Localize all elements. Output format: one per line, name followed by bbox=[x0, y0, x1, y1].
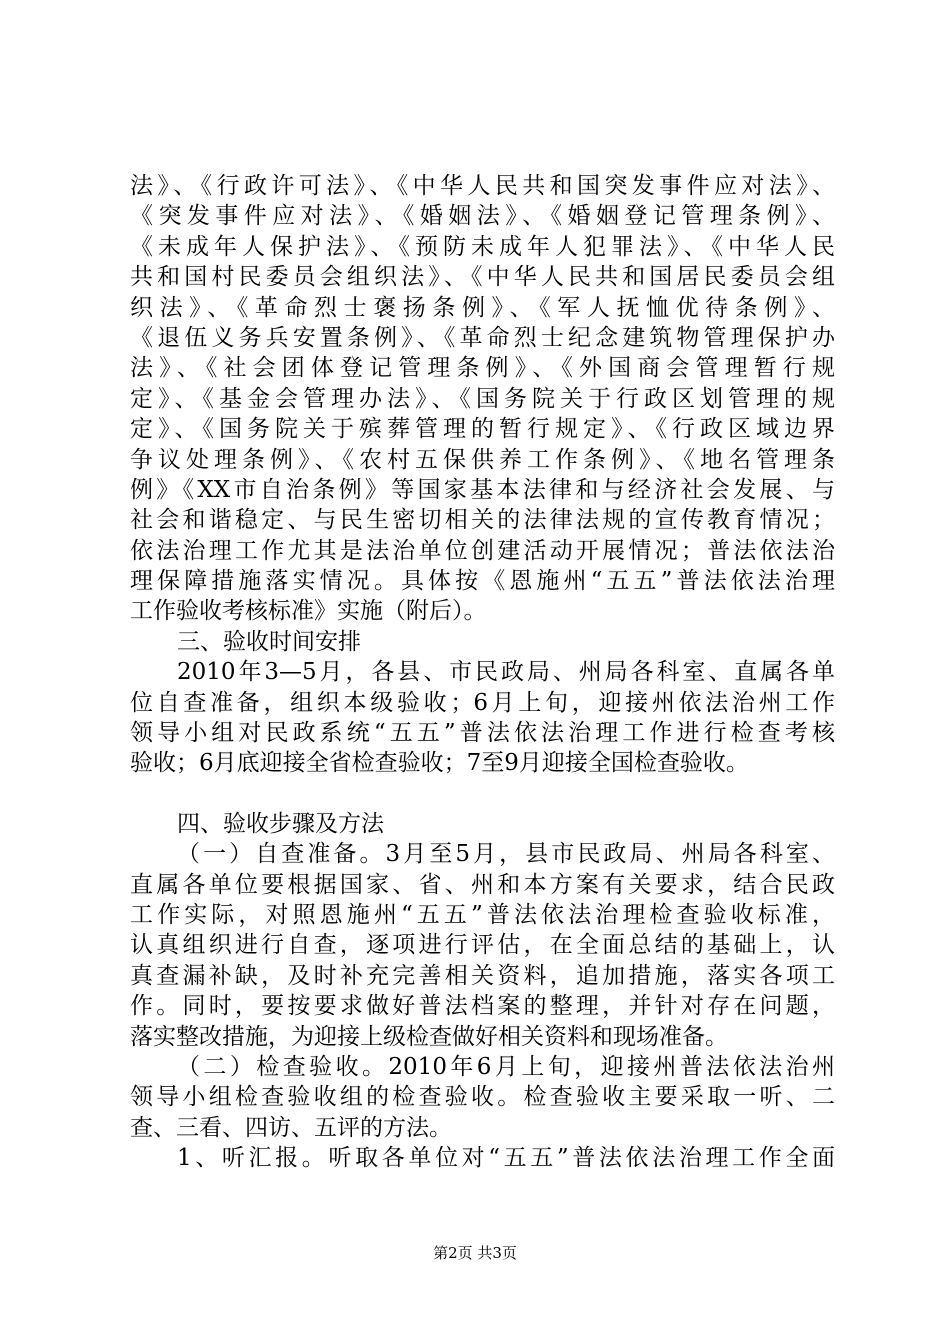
section-heading-steps: 四、验收步骤及方法 bbox=[177, 810, 384, 837]
text-line: 社会和谐稳定、与民生密切相关的法律法规的宣传教育情况； bbox=[130, 507, 835, 534]
text-line: 查、三看、四访、五评的方法。 bbox=[130, 1114, 452, 1141]
text-line: 依法治理工作尤其是法治单位创建活动开展情况；普法依法治 bbox=[130, 537, 835, 564]
text-line: 验收；6月底迎接全省检查验收；7至9月迎接全国检查验收。 bbox=[130, 750, 749, 777]
text-line: 直属各单位要根据国家、省、州和本方案有关要求，结合民政 bbox=[130, 871, 835, 898]
page-footer: 第2页 共3页 bbox=[433, 1244, 517, 1262]
text-line: 共和国村民委员会组织法》、《中华人民共和国居民委员会组 bbox=[130, 264, 835, 291]
text-line: （二）检查验收。2010年6月上旬，迎接州普法依法治州 bbox=[177, 1053, 835, 1080]
text-line: 《未成年人保护法》、《预防未成年人犯罪法》、《中华人民 bbox=[130, 233, 835, 260]
text-line: 工作验收考核标准》实施（附后）。 bbox=[130, 598, 487, 625]
text-line: 定》、《基金会管理办法》、《国务院关于行政区划管理的规 bbox=[130, 385, 835, 412]
paragraph-laws-list bbox=[130, 171, 835, 627]
text-line: 领导小组检查验收组的检查验收。检查验收主要采取一听、二 bbox=[130, 1084, 835, 1111]
text-line: 落实整改措施，为迎接上级检查做好相关资料和现场准备。 bbox=[130, 1023, 728, 1050]
paragraph-schedule bbox=[130, 657, 835, 779]
paragraph-self-check bbox=[130, 839, 835, 1052]
text-line: 作。同时，要按要求做好普法档案的整理，并针对存在问题， bbox=[130, 993, 835, 1020]
text-line: 1、听汇报。听取各单位对“五五”普法依法治理工作全面 bbox=[177, 1145, 835, 1172]
text-line: 领导小组对民政系统“五五”普法依法治理工作进行检查考核 bbox=[130, 720, 835, 747]
text-line: 例》《XX市自治条例》等国家基本法律和与经济社会发展、与 bbox=[130, 476, 835, 503]
text-line: 认真组织进行自查，逐项进行评估，在全面总结的基础上，认 bbox=[130, 932, 835, 959]
document-body bbox=[130, 171, 835, 1174]
section-heading-schedule: 三、验收时间安排 bbox=[177, 628, 361, 655]
text-line: 位自查准备，组织本级验收；6月上旬，迎接州依法治州工作 bbox=[130, 689, 835, 716]
text-line: 理保障措施落实情况。具体按《恩施州“五五”普法依法治理 bbox=[130, 568, 835, 595]
text-line: 真查漏补缺，及时补充完善相关资料，追加措施，落实各项工 bbox=[130, 962, 835, 989]
text-line: （一）自查准备。3月至5月，县市民政局、州局各科室、 bbox=[177, 841, 835, 868]
text-line: 2010年3—5月，各县、市民政局、州局各科室、直属各单 bbox=[177, 659, 835, 686]
paragraph-inspection bbox=[130, 1052, 835, 1143]
text-line: 法》、《社会团体登记管理条例》、《外国商会管理暂行规 bbox=[130, 355, 835, 382]
blank-line bbox=[130, 779, 835, 809]
text-line: 织法》、《革命烈士褒扬条例》、《军人抚恤优待条例》、 bbox=[130, 294, 835, 321]
text-line: 《突发事件应对法》、《婚姻法》、《婚姻登记管理条例》、 bbox=[130, 203, 835, 230]
text-line: 争议处理条例》、《农村五保供养工作条例》、《地名管理条 bbox=[130, 446, 835, 473]
paragraph-listen-report bbox=[130, 1143, 835, 1173]
text-line: 法》、《行政许可法》、《中华人民共和国突发事件应对法》、 bbox=[130, 173, 835, 199]
text-line: 工作实际，对照恩施州“五五”普法依法治理检查验收标准， bbox=[130, 901, 835, 928]
text-line: 《退伍义务兵安置条例》、《革命烈士纪念建筑物管理保护办 bbox=[130, 324, 835, 351]
text-line: 定》、《国务院关于殡葬管理的暂行规定》、《行政区域边界 bbox=[130, 416, 835, 443]
